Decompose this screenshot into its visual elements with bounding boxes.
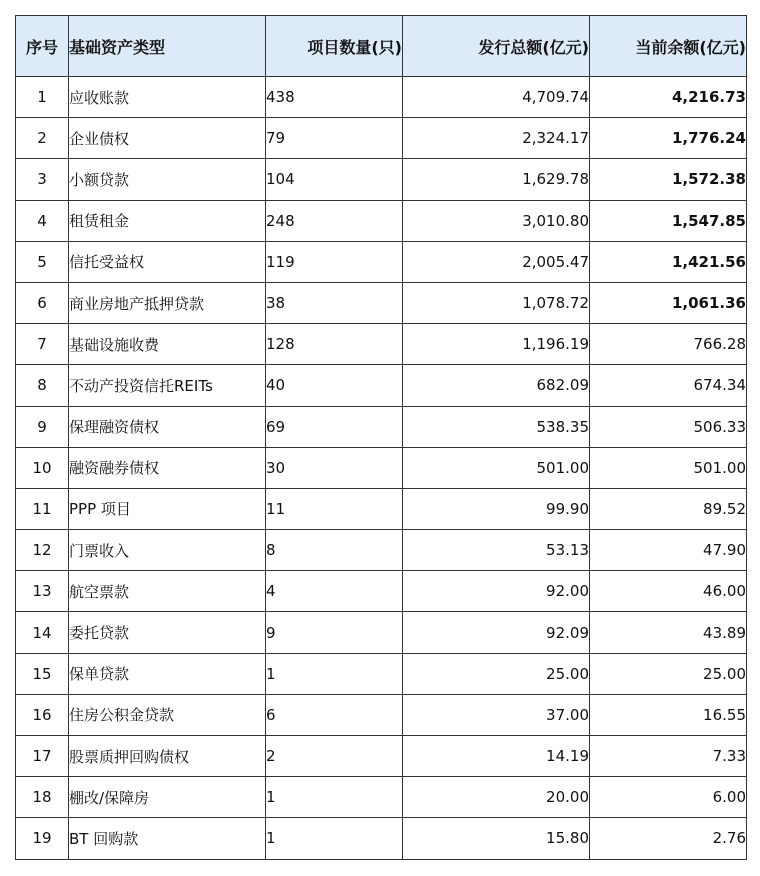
row-issue-amount-cell: 501.00: [403, 447, 590, 488]
row-asset-type-cell: 保理融资债权: [69, 406, 266, 447]
row-current-balance-cell: 46.00: [590, 571, 747, 612]
row-issue-amount-cell: 1,629.78: [403, 159, 590, 200]
row-asset-type-cell: 信托受益权: [69, 241, 266, 282]
row-index-cell: 15: [16, 653, 69, 694]
asset-type-table: [15, 15, 747, 860]
row-index-cell: 10: [16, 447, 69, 488]
table-row: [16, 612, 747, 653]
row-asset-type-cell: 小额贷款: [69, 159, 266, 200]
row-current-balance-cell: 6.00: [590, 777, 747, 818]
table-row: [16, 77, 747, 118]
row-asset-type-cell: 股票质押回购债权: [69, 736, 266, 777]
row-project-count-cell: 69: [266, 406, 403, 447]
row-issue-amount-cell: 3,010.80: [403, 200, 590, 241]
row-project-count-cell: 1: [266, 777, 403, 818]
row-asset-type-cell: 基础设施收费: [69, 324, 266, 365]
row-asset-type-cell: 租赁租金: [69, 200, 266, 241]
row-current-balance-cell: 506.33: [590, 406, 747, 447]
row-project-count-cell: 438: [266, 77, 403, 118]
table-row: [16, 118, 747, 159]
row-project-count-cell: 40: [266, 365, 403, 406]
row-current-balance-cell: 4,216.73: [590, 77, 747, 118]
row-project-count-cell: 119: [266, 241, 403, 282]
row-asset-type-cell: 门票收入: [69, 530, 266, 571]
row-issue-amount-cell: 14.19: [403, 736, 590, 777]
row-index-cell: 14: [16, 612, 69, 653]
table-row: [16, 488, 747, 529]
row-project-count-cell: 38: [266, 282, 403, 323]
row-issue-amount-cell: 99.90: [403, 488, 590, 529]
row-index-cell: 1: [16, 77, 69, 118]
row-issue-amount-cell: 25.00: [403, 653, 590, 694]
table-row: [16, 241, 747, 282]
table-row: [16, 653, 747, 694]
header-row: [16, 16, 747, 77]
row-current-balance-cell: 766.28: [590, 324, 747, 365]
row-current-balance-cell: 1,061.36: [590, 282, 747, 323]
row-asset-type-cell: 委托贷款: [69, 612, 266, 653]
row-issue-amount-cell: 682.09: [403, 365, 590, 406]
row-asset-type-cell: 棚改/保障房: [69, 777, 266, 818]
row-asset-type-cell: PPP 项目: [69, 488, 266, 529]
row-index-cell: 5: [16, 241, 69, 282]
table-row: [16, 530, 747, 571]
row-issue-amount-cell: 1,078.72: [403, 282, 590, 323]
row-asset-type-cell: 企业债权: [69, 118, 266, 159]
row-index-cell: 6: [16, 282, 69, 323]
row-current-balance-cell: 1,547.85: [590, 200, 747, 241]
table-row: [16, 694, 747, 735]
row-asset-type-cell: BT 回购款: [69, 818, 266, 859]
row-project-count-cell: 79: [266, 118, 403, 159]
row-index-cell: 4: [16, 200, 69, 241]
row-project-count-cell: 2: [266, 736, 403, 777]
row-issue-amount-cell: 4,709.74: [403, 77, 590, 118]
row-current-balance-cell: 7.33: [590, 736, 747, 777]
row-current-balance-cell: 43.89: [590, 612, 747, 653]
row-project-count-cell: 128: [266, 324, 403, 365]
row-project-count-cell: 248: [266, 200, 403, 241]
row-index-cell: 11: [16, 488, 69, 529]
header-issue-amount: 发行总额(亿元): [403, 16, 590, 77]
row-index-cell: 13: [16, 571, 69, 612]
row-issue-amount-cell: 538.35: [403, 406, 590, 447]
table-row: [16, 818, 747, 859]
row-issue-amount-cell: 92.00: [403, 571, 590, 612]
row-current-balance-cell: 1,421.56: [590, 241, 747, 282]
table-header: [16, 16, 747, 77]
table-body: [16, 77, 747, 860]
header-project-count: 项目数量(只): [266, 16, 403, 77]
header-index: 序号: [16, 16, 69, 77]
row-project-count-cell: 9: [266, 612, 403, 653]
header-asset-type: 基础资产类型: [69, 16, 266, 77]
row-project-count-cell: 1: [266, 653, 403, 694]
table-row: [16, 200, 747, 241]
row-issue-amount-cell: 15.80: [403, 818, 590, 859]
table-row: [16, 777, 747, 818]
row-index-cell: 12: [16, 530, 69, 571]
row-issue-amount-cell: 37.00: [403, 694, 590, 735]
table-row: [16, 447, 747, 488]
row-current-balance-cell: 1,572.38: [590, 159, 747, 200]
row-index-cell: 7: [16, 324, 69, 365]
row-issue-amount-cell: 2,005.47: [403, 241, 590, 282]
row-project-count-cell: 8: [266, 530, 403, 571]
row-current-balance-cell: 89.52: [590, 488, 747, 529]
row-index-cell: 3: [16, 159, 69, 200]
row-issue-amount-cell: 2,324.17: [403, 118, 590, 159]
row-current-balance-cell: 674.34: [590, 365, 747, 406]
row-issue-amount-cell: 53.13: [403, 530, 590, 571]
row-current-balance-cell: 2.76: [590, 818, 747, 859]
row-index-cell: 8: [16, 365, 69, 406]
row-project-count-cell: 30: [266, 447, 403, 488]
row-current-balance-cell: 501.00: [590, 447, 747, 488]
table-row: [16, 365, 747, 406]
row-current-balance-cell: 1,776.24: [590, 118, 747, 159]
row-index-cell: 9: [16, 406, 69, 447]
row-current-balance-cell: 25.00: [590, 653, 747, 694]
row-issue-amount-cell: 92.09: [403, 612, 590, 653]
row-asset-type-cell: 应收账款: [69, 77, 266, 118]
table-row: [16, 736, 747, 777]
row-asset-type-cell: 商业房地产抵押贷款: [69, 282, 266, 323]
row-index-cell: 2: [16, 118, 69, 159]
table-row: [16, 324, 747, 365]
row-asset-type-cell: 保单贷款: [69, 653, 266, 694]
row-index-cell: 16: [16, 694, 69, 735]
row-project-count-cell: 104: [266, 159, 403, 200]
row-current-balance-cell: 47.90: [590, 530, 747, 571]
row-asset-type-cell: 住房公积金贷款: [69, 694, 266, 735]
table-row: [16, 159, 747, 200]
row-index-cell: 17: [16, 736, 69, 777]
row-asset-type-cell: 不动产投资信托REITs: [69, 365, 266, 406]
table-row: [16, 406, 747, 447]
header-current-balance: 当前余额(亿元): [590, 16, 747, 77]
row-index-cell: 19: [16, 818, 69, 859]
row-project-count-cell: 1: [266, 818, 403, 859]
row-issue-amount-cell: 1,196.19: [403, 324, 590, 365]
row-asset-type-cell: 融资融券债权: [69, 447, 266, 488]
row-issue-amount-cell: 20.00: [403, 777, 590, 818]
table-row: [16, 571, 747, 612]
row-current-balance-cell: 16.55: [590, 694, 747, 735]
row-project-count-cell: 4: [266, 571, 403, 612]
row-index-cell: 18: [16, 777, 69, 818]
row-project-count-cell: 11: [266, 488, 403, 529]
row-project-count-cell: 6: [266, 694, 403, 735]
table-container: [15, 15, 746, 860]
row-asset-type-cell: 航空票款: [69, 571, 266, 612]
table-row: [16, 282, 747, 323]
